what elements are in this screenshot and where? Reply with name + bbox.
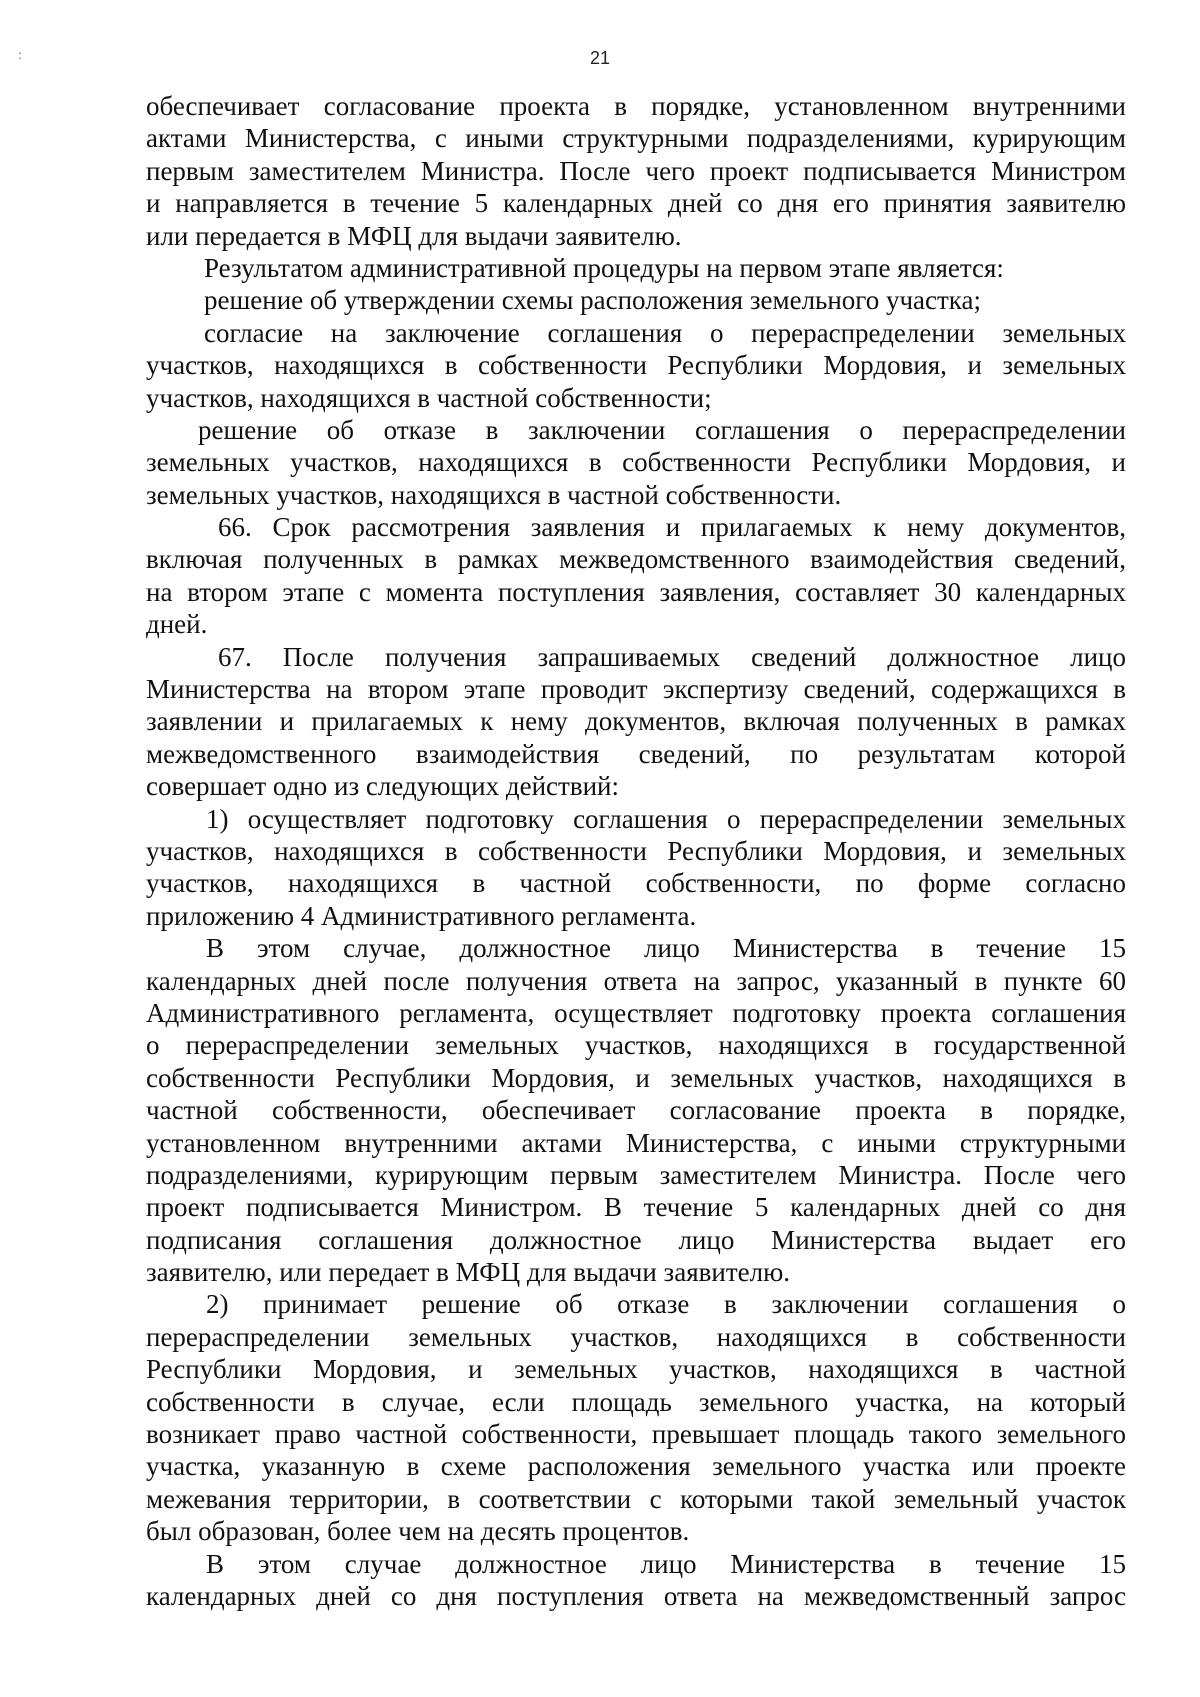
- text-line: проект подписывается Министром. В течение 5 календарных дней со дня: [146, 1192, 1126, 1223]
- text-line: согласие на заключение соглашения о перераспределении земельных: [204, 317, 1126, 348]
- text-line: земельных участков, находящихся в частной собственности.: [146, 479, 842, 510]
- text-line: 66. Срок рассмотрения заявления и прилагаемых к нему документов,: [218, 512, 1126, 543]
- text-line: заявлении и прилагаемых к нему документов, включая полученных в рамках: [146, 706, 1126, 737]
- text-line: установленном внутренними актами Министерства, с иными структурными: [146, 1127, 1126, 1158]
- text-line: подписания соглашения должностное лицо Министерства выдает его: [146, 1224, 1126, 1255]
- scan-mark: :: [18, 48, 22, 63]
- text-line: 1) осуществляет подготовку соглашения о перераспределении земельных: [206, 803, 1126, 834]
- text-line: заявителю, или передает в МФЦ для выдачи заявителю.: [146, 1257, 790, 1288]
- text-line: перераспределении земельных участков, находящихся в собственности: [146, 1321, 1126, 1352]
- text-line: 2) принимает решение об отказе в заключении соглашения о: [206, 1289, 1126, 1320]
- text-line: возникает право частной собственности, превышает площадь такого земельного: [146, 1419, 1126, 1450]
- text-line: приложению 4 Административного регламента.: [146, 900, 697, 931]
- text-line: на втором этапе с момента поступления заявления, составляет 30 календарных: [146, 576, 1126, 607]
- document-body: [146, 90, 1126, 1612]
- text-line: и направляется в течение 5 календарных дней со дня его принятия заявителю: [146, 188, 1126, 219]
- text-line: решение об утверждении схемы расположения земельного участка;: [204, 285, 982, 316]
- text-line: межведомственного взаимодействия сведений, по результатам которой: [146, 738, 1126, 769]
- text-line: обеспечивает согласование проекта в порядке, установленном внутренними: [146, 91, 1126, 121]
- text-line: Министерства на втором этапе проводит экспертизу сведений, содержащихся в: [146, 674, 1126, 705]
- text-line: Республики Мордовия, и земельных участков, находящихся в частной: [146, 1354, 1126, 1385]
- text-line: участков, находящихся в собственности Республики Мордовия, и земельных: [146, 350, 1126, 381]
- text-line: или передается в МФЦ для выдачи заявителю.: [146, 220, 682, 251]
- text-line: решение об отказе в заключении соглашения о перераспределении: [198, 414, 1126, 445]
- text-line: совершает одно из следующих действий:: [146, 771, 619, 802]
- page-number: 21: [589, 48, 611, 68]
- text-line: календарных дней после получения ответа на запрос, указанный в пункте 60: [146, 965, 1126, 996]
- text-line: первым заместителем Министра. После чего проект подписывается Министром: [146, 155, 1126, 186]
- text-line: В этом случае должностное лицо Министерства в течение 15: [206, 1548, 1126, 1579]
- text-line: о перераспределении земельных участков, находящихся в государственной: [146, 1030, 1126, 1061]
- text-line: календарных дней со дня поступления ответа на межведомственный запрос: [146, 1580, 1126, 1611]
- text-line: подразделениями, курирующим первым заместителем Министра. После чего: [146, 1159, 1126, 1190]
- text-line: включая полученных в рамках межведомственного взаимодействия сведений,: [146, 544, 1126, 575]
- text-line: В этом случае, должностное лицо Министерства в течение 15: [206, 933, 1126, 964]
- text-line: дней.: [146, 609, 208, 640]
- text-line: земельных участков, находящихся в собственности Республики Мордовия, и: [146, 447, 1126, 478]
- text-line: актами Министерства, с иными структурными подразделениями, курирующим: [146, 123, 1126, 154]
- text-line: 67. После получения запрашиваемых сведений должностное лицо: [218, 641, 1126, 672]
- text-line: участка, указанную в схеме расположения земельного участка или проекте: [146, 1451, 1126, 1482]
- text-line: участков, находящихся в частной собственности;: [146, 382, 712, 413]
- text-line: участков, находящихся в собственности Республики Мордовия, и земельных: [146, 835, 1126, 866]
- text-line: был образован, более чем на десять процентов.: [146, 1516, 690, 1547]
- text-line: собственности Республики Мордовия, и земельных участков, находящихся в: [146, 1062, 1126, 1093]
- text-line: Результатом административной процедуры на первом этапе является:: [204, 252, 1004, 283]
- text-line: Административного регламента, осуществляет подготовку проекта соглашения: [146, 997, 1126, 1028]
- text-line: межевания территории, в соответствии с которыми такой земельный участок: [146, 1483, 1126, 1514]
- text-line: частной собственности, обеспечивает согласование проекта в порядке,: [146, 1095, 1126, 1126]
- text-line: участков, находящихся в частной собственности, по форме согласно: [146, 868, 1126, 899]
- text-line: собственности в случае, если площадь земельного участка, на который: [146, 1386, 1126, 1417]
